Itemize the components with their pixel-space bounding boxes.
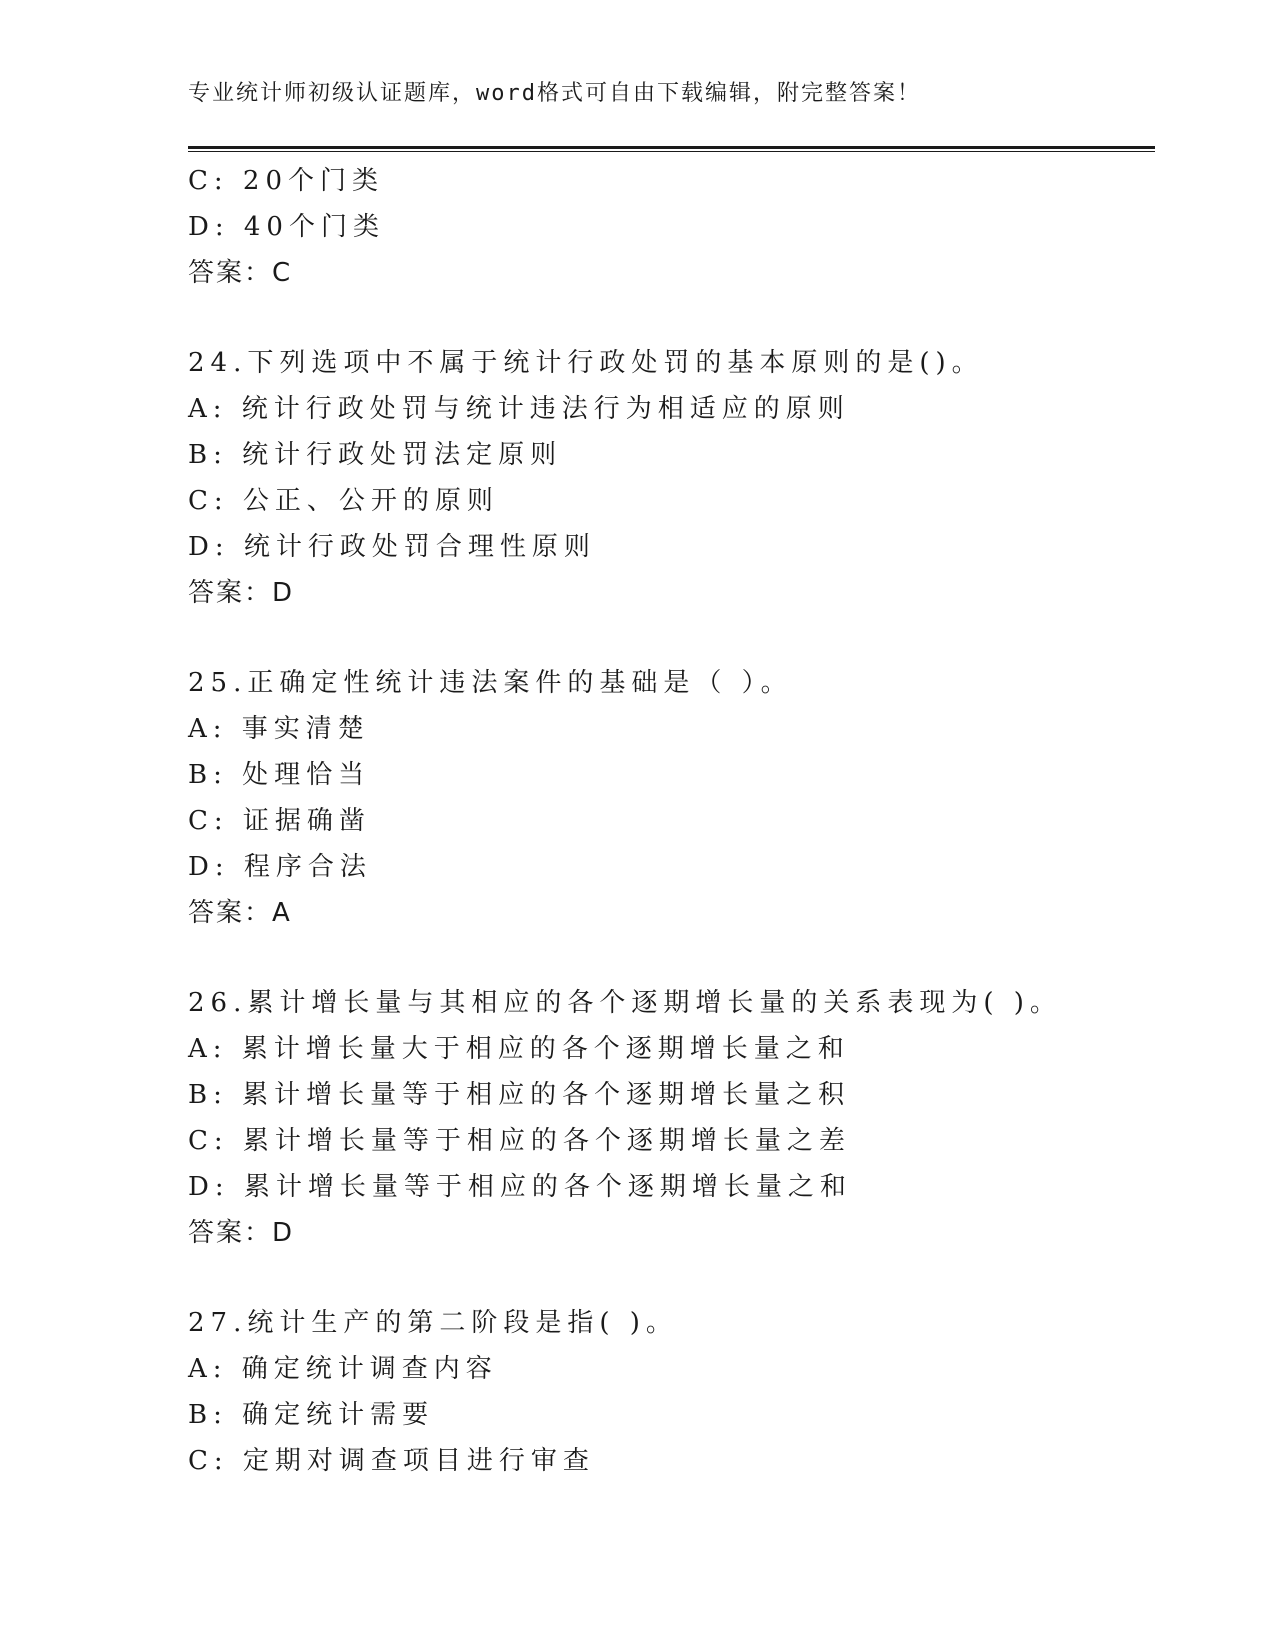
page-header: 专业统计师初级认证题库，word格式可自由下载编辑，附完整答案！ [188,81,921,106]
question-26 [188,980,1155,1256]
header-divider [188,146,1155,152]
option-c: C: 累计增长量等于相应的各个逐期增长量之差 [188,1126,851,1156]
question-25 [188,660,1155,936]
option-b: B: 统计行政处罚法定原则 [188,440,563,470]
option-b: B: 累计增长量等于相应的各个逐期增长量之积 [188,1080,851,1110]
option-b: B: 确定统计需要 [188,1400,435,1430]
question-stem: 24.下列选项中不属于统计行政处罚的基本原则的是()。 [188,348,984,378]
option-a: A: 事实清楚 [188,714,370,744]
option-b: B: 处理恰当 [188,760,371,790]
option-a: A: 累计增长量大于相应的各个逐期增长量之和 [188,1034,850,1064]
option-a: A: 确定统计调查内容 [188,1354,498,1384]
question-continued [188,158,1155,296]
question-24 [188,340,1155,616]
option-c: C: 20个门类 [188,166,385,196]
question-stem: 26.累计增长量与其相应的各个逐期增长量的关系表现为( )。 [188,988,1062,1018]
option-c: C: 公正、公开的原则 [188,486,499,516]
option-d: D: 40个门类 [188,212,385,242]
answer-line: 答案：A [188,898,292,928]
option-d: D: 统计行政处罚合理性原则 [188,532,596,562]
option-c: C: 定期对调查项目进行审查 [188,1446,595,1476]
option-d: D: 累计增长量等于相应的各个逐期增长量之和 [188,1172,852,1202]
answer-line: 答案：D [188,578,295,608]
document-body [188,158,1155,1484]
answer-line: 答案：D [188,1218,295,1248]
option-a: A: 统计行政处罚与统计违法行为相适应的原则 [188,394,850,424]
option-d: D: 程序合法 [188,852,372,882]
option-c: C: 证据确凿 [188,806,371,836]
answer-line: 答案：C [188,258,293,288]
question-stem: 27.统计生产的第二阶段是指( )。 [188,1308,678,1338]
question-stem: 25.正确定性统计违法案件的基础是（ ）。 [188,668,793,698]
question-27 [188,1300,1155,1484]
